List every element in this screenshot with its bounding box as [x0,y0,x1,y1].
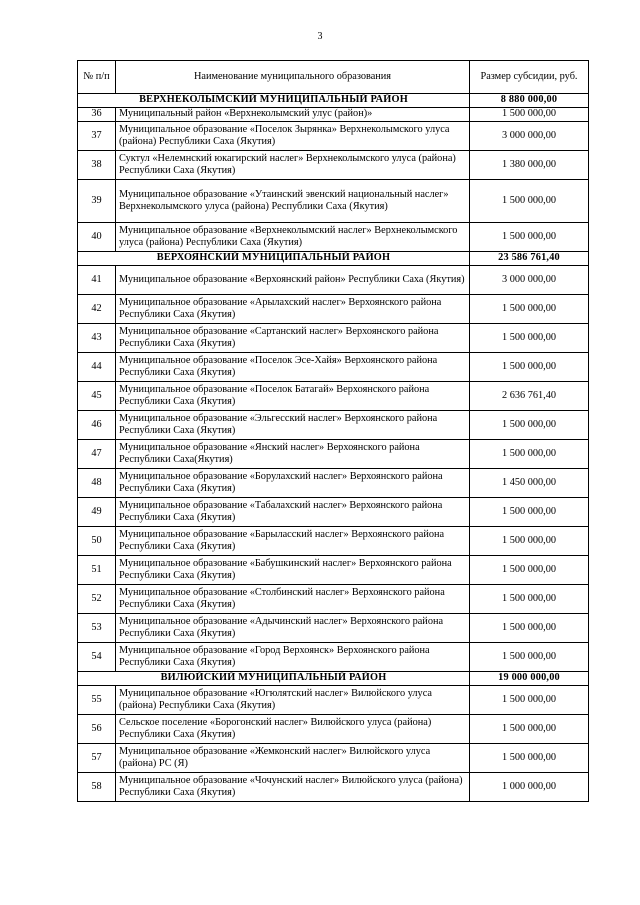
subsidy-amount: 1 500 000,00 [470,556,589,585]
row-number: 42 [78,295,116,324]
municipality-name: Муниципальный район «Верхнеколымский улус (район)» [116,108,470,122]
page-number: 3 [317,31,323,42]
municipality-name: Муниципальное образование «Чочунский наслег» Вилюйского улуса (района) Республики Саха (Якутия) [116,773,470,802]
row-number: 40 [78,223,116,252]
municipality-name: Муниципальное образование «Адычинский наслег» Верхоянского района Республики Саха (Якутия) [116,614,470,643]
table-row [78,585,589,614]
row-number: 43 [78,324,116,353]
municipality-name: Муниципальное образование «Борулахский наслег» Верхоянского района Республики Саха (Якутия) [116,469,470,498]
table-row [78,108,589,122]
row-number: 47 [78,440,116,469]
subsidy-amount: 1 000 000,00 [470,773,589,802]
municipality-name: Муниципальное образование «Поселок Эсе-Хайя» Верхоянского района Республики Саха (Якутия) [116,353,470,382]
table-row [78,223,589,252]
row-number: 45 [78,382,116,411]
municipality-name: Суктул «Нелемнский юкагирский наслег» Верхнеколымского улуса (района) Республики Саха (Якутия) [116,151,470,180]
table-body [78,94,589,802]
table-row [78,556,589,585]
subsidy-amount: 1 500 000,00 [470,527,589,556]
row-number: 48 [78,469,116,498]
municipality-name: Муниципальное образование «Утаинский эвенский национальный наслег» Верхнеколымского улуса (района) Республики Саха (Якутия) [116,180,470,223]
municipality-name: Муниципальное образование «Жемконский наслег» Вилюйского улуса (района) РС (Я) [116,744,470,773]
subsidy-amount: 1 500 000,00 [470,324,589,353]
subsidy-amount: 1 500 000,00 [470,411,589,440]
table-row [78,643,589,672]
table-row [78,498,589,527]
subsidy-amount: 1 500 000,00 [470,353,589,382]
district-row [78,252,589,266]
table-row [78,614,589,643]
table-row [78,527,589,556]
subsidy-amount: 1 500 000,00 [470,180,589,223]
row-number: 39 [78,180,116,223]
row-number: 41 [78,266,116,295]
row-number: 58 [78,773,116,802]
municipality-name: Муниципальное образование «Поселок Зырянка» Верхнеколымского улуса (района) Республики Саха (Якутия) [116,122,470,151]
subsidy-amount: 1 500 000,00 [470,108,589,122]
district-name: ВЕРХНЕКОЛЫМСКИЙ МУНИЦИПАЛЬНЫЙ РАЙОН [78,94,470,108]
municipality-name: Муниципальное образование «Верхнеколымский наслег» Верхнеколымского улуса (района) Республики Саха (Якутия) [116,223,470,252]
municipality-name: Муниципальное образование «Барыласский наслег» Верхоянского района Республики Саха (Якутия) [116,527,470,556]
row-number: 51 [78,556,116,585]
municipality-name: Муниципальное образование «Янский наслег» Верхоянского района Республики Саха(Якутия) [116,440,470,469]
subsidy-amount: 1 450 000,00 [470,469,589,498]
subsidy-amount: 1 500 000,00 [470,643,589,672]
subsidy-amount: 1 500 000,00 [470,715,589,744]
table-row [78,151,589,180]
table-row [78,353,589,382]
row-number: 57 [78,744,116,773]
table-row [78,324,589,353]
district-total: 19 000 000,00 [470,672,589,686]
municipality-name: Сельское поселение «Борогонский наслег» Вилюйского улуса (района) Республики Саха (Якутия) [116,715,470,744]
subsidy-amount: 1 500 000,00 [470,686,589,715]
table-row [78,180,589,223]
row-number: 38 [78,151,116,180]
subsidy-amount: 1 500 000,00 [470,440,589,469]
municipality-name: Муниципальное образование «Югюлятский наслег» Вилюйского улуса (района) Республики Саха (Якутия) [116,686,470,715]
row-number: 52 [78,585,116,614]
table-row [78,122,589,151]
subsidy-amount: 1 380 000,00 [470,151,589,180]
subsidy-amount: 1 500 000,00 [470,498,589,527]
row-number: 46 [78,411,116,440]
row-number: 54 [78,643,116,672]
subsidy-amount: 3 000 000,00 [470,122,589,151]
subsidy-amount: 1 500 000,00 [470,295,589,324]
district-name: ВИЛЮЙСКИЙ МУНИЦИПАЛЬНЫЙ РАЙОН [78,672,470,686]
subsidy-amount: 1 500 000,00 [470,223,589,252]
table-row [78,469,589,498]
row-number: 37 [78,122,116,151]
subsidy-amount: 1 500 000,00 [470,585,589,614]
table-row [78,295,589,324]
municipality-name: Муниципальное образование «Бабушкинский наслег» Верхоянского района Республики Саха (Якутия) [116,556,470,585]
municipality-name: Муниципальное образование «Поселок Батагай» Верхоянского района Республики Саха (Якутия) [116,382,470,411]
row-number: 53 [78,614,116,643]
row-number: 50 [78,527,116,556]
municipality-name: Муниципальное образование «Верхоянский район» Республики Саха (Якутия) [116,266,470,295]
table-row [78,686,589,715]
subsidy-amount: 2 636 761,40 [470,382,589,411]
row-number: 36 [78,108,116,122]
municipality-name: Муниципальное образование «Столбинский наслег» Верхоянского района Республики Саха (Якутия) [116,585,470,614]
district-total: 8 880 000,00 [470,94,589,108]
table-row [78,411,589,440]
subsidy-table [77,60,589,802]
subsidy-amount: 1 500 000,00 [470,744,589,773]
district-total: 23 586 761,40 [470,252,589,266]
subsidy-amount: 3 000 000,00 [470,266,589,295]
municipality-name: Муниципальное образование «Город Верхоянск» Верхоянского района Республики Саха (Якутия) [116,643,470,672]
district-name: ВЕРХОЯНСКИЙ МУНИЦИПАЛЬНЫЙ РАЙОН [78,252,470,266]
district-row [78,672,589,686]
table-header-row [78,61,589,94]
header-number: № п/п [78,61,116,94]
row-number: 55 [78,686,116,715]
municipality-name: Муниципальное образование «Табалахский наслег» Верхоянского района Республики Саха (Якутия) [116,498,470,527]
row-number: 44 [78,353,116,382]
municipality-name: Муниципальное образование «Эльгесский наслег» Верхоянского района Республики Саха (Якутия) [116,411,470,440]
table-row [78,773,589,802]
district-row [78,94,589,108]
header-amount: Размер субсидии, руб. [470,61,589,94]
municipality-name: Муниципальное образование «Арылахский наслег» Верхоянского района Республики Саха (Якутия) [116,295,470,324]
subsidy-amount: 1 500 000,00 [470,614,589,643]
table-row [78,744,589,773]
header-name: Наименование муниципального образования [116,61,470,94]
table-row [78,715,589,744]
table-row [78,440,589,469]
municipality-name: Муниципальное образование «Сартанский наслег» Верхоянского района Республики Саха (Якутия) [116,324,470,353]
table-row [78,382,589,411]
row-number: 56 [78,715,116,744]
row-number: 49 [78,498,116,527]
table-row [78,266,589,295]
